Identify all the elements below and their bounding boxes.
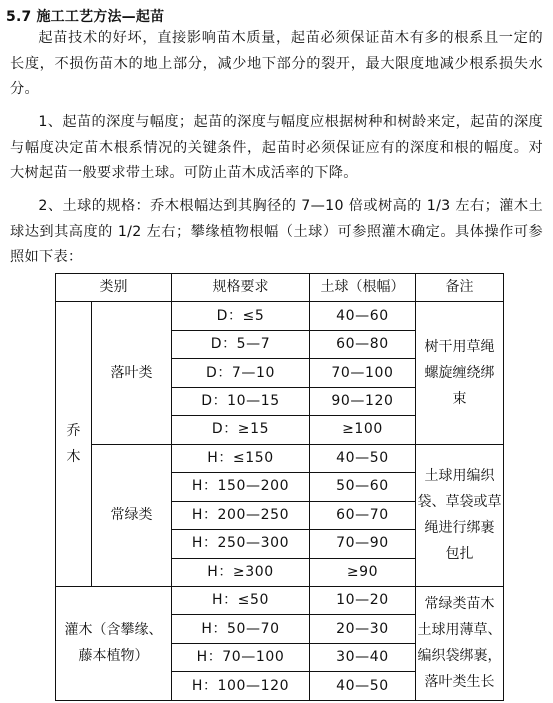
spec-cell: H：150—200 (172, 473, 310, 501)
spec-cell: H：50—70 (172, 615, 310, 643)
spec-cell: D：≥15 (172, 416, 310, 444)
spec-cell: H：≤50 (172, 586, 310, 614)
spec-cell: H：70—100 (172, 643, 310, 671)
header-category: 类别 (56, 274, 172, 302)
note-shrub: 常绿类苗木 土球用薄草、 编织袋绑裹， 落叶类生长 (416, 586, 504, 700)
table-row (56, 586, 504, 614)
section-title: 施工工艺方法—起苗 (36, 9, 165, 25)
seedling-spec-table (55, 273, 504, 701)
note-deciduous: 树干用草绳 螺旋缠绕绑 束 (416, 302, 504, 444)
spec-cell: H：≤150 (172, 444, 310, 472)
table-row (56, 444, 504, 472)
table-row (56, 302, 504, 330)
spec-cell: H：100—120 (172, 672, 310, 701)
ball-cell: 20—30 (310, 615, 416, 643)
ball-cell: 40—50 (310, 444, 416, 472)
header-ball: 土球（根幅） (310, 274, 416, 302)
ball-cell: 50—60 (310, 473, 416, 501)
paragraph-ball-spec: 2、土球的规格：乔木根幅达到其胸径的 7—10 倍或树高的 1/3 左右；灌木土球达到其高度的 1/2 左右；攀缘植物根幅（土球）可参照灌木确定。具体操作可参照如下表： (10, 198, 543, 265)
spec-cell: H：200—250 (172, 501, 310, 529)
table-header-row (56, 274, 504, 302)
category-qiaomu: 乔 木 (56, 302, 92, 587)
spec-cell: H：≥300 (172, 558, 310, 586)
spec-cell: D：5—7 (172, 330, 310, 358)
subcategory-evergreen: 常绿类 (92, 444, 172, 586)
spec-cell: H：250—300 (172, 530, 310, 558)
ball-cell: ≥100 (310, 416, 416, 444)
ball-cell: 60—80 (310, 330, 416, 358)
category-shrub: 灌木（含攀缘、 藤本植物） (56, 586, 172, 700)
spec-cell: D：≤5 (172, 302, 310, 330)
section-heading (6, 6, 164, 26)
ball-cell: 40—60 (310, 302, 416, 330)
paragraph-depth: 1、起苗的深度与幅度；起苗的深度与幅度应根据树种和树龄来定，起苗的深度与幅度决定苗木根系情况的关键条件，起苗时必须保证应有的深度和根的幅度。对大树起苗一般要求带土球。可防止苗木成活率的下降。 (10, 114, 543, 181)
ball-cell: 60—70 (310, 501, 416, 529)
spec-cell: D：10—15 (172, 387, 310, 415)
paragraph-intro: 起苗技术的好坏，直接影响苗木质量，起苗必须保证苗木有多的根系且一定的长度，不损伤苗木的地上部分，减少地下部分的裂开，最大限度地减少根系损失水分。 (10, 30, 543, 97)
ball-cell: 70—100 (310, 359, 416, 387)
ball-cell: 90—120 (310, 387, 416, 415)
header-spec: 规格要求 (172, 274, 310, 302)
ball-cell: ≥90 (310, 558, 416, 586)
ball-cell: 10—20 (310, 586, 416, 614)
subcategory-deciduous: 落叶类 (92, 302, 172, 444)
note-evergreen: 土球用编织 袋、草袋或草 绳进行绑裹 包扎 (416, 444, 504, 586)
section-number: 5.7 (6, 9, 32, 25)
header-note: 备注 (416, 274, 504, 302)
ball-cell: 30—40 (310, 643, 416, 671)
ball-cell: 40—50 (310, 672, 416, 701)
ball-cell: 70—90 (310, 530, 416, 558)
spec-cell: D：7—10 (172, 359, 310, 387)
